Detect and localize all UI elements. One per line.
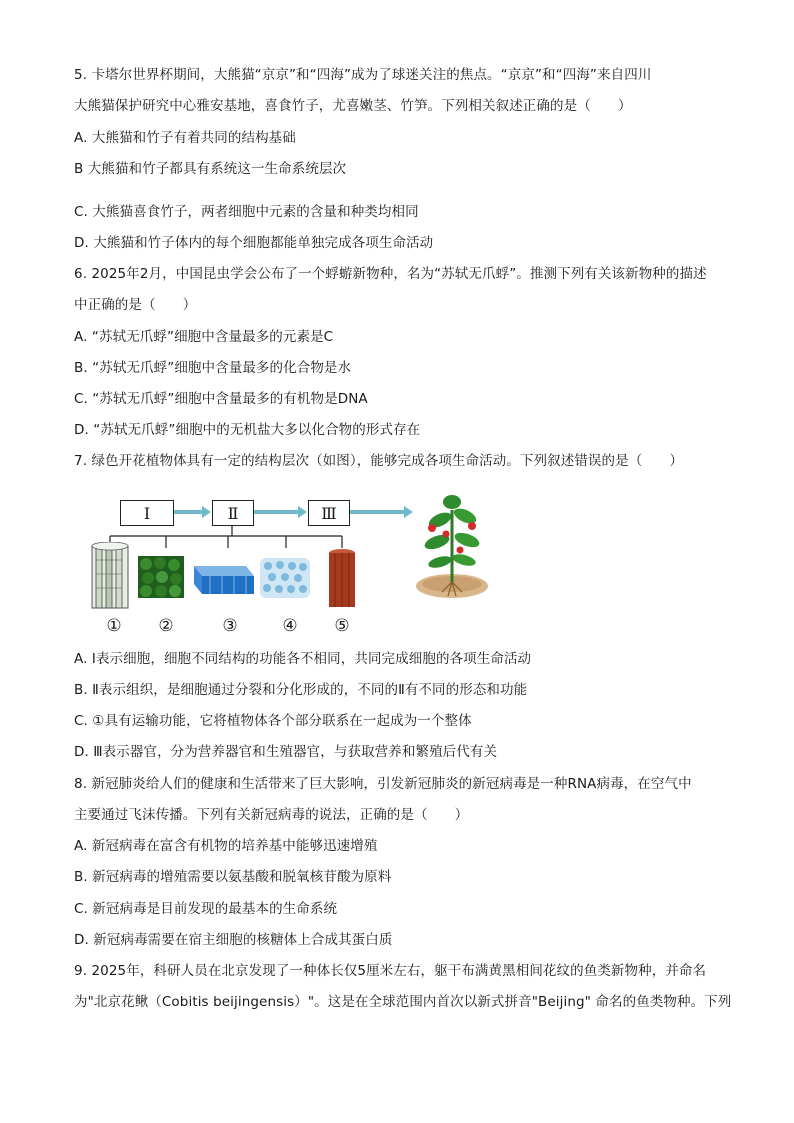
q6-option-a: A. “苏轼无爪蜉”细胞中含量最多的元素是C xyxy=(74,329,334,345)
protective-tissue-icon xyxy=(188,558,256,598)
q6-option-b: B. “苏轼无爪蜉”细胞中含量最多的化合物是水 xyxy=(74,360,352,376)
q6-stem-line2: 中正确的是（ ） xyxy=(74,297,197,313)
q8-stem-line1: 8. 新冠肺炎给人们的健康和生活带来了巨大影响，引发新冠肺炎的新冠病毒是一种RNA病毒，在空气中 xyxy=(74,776,692,792)
q8-option-a: A. 新冠病毒在富含有机物的培养基中能够迅速增殖 xyxy=(74,838,378,854)
tissue-label-3: ③ xyxy=(222,616,238,636)
q8-option-d: D. 新冠病毒需要在宿主细胞的核糖体上合成其蛋白质 xyxy=(74,932,393,948)
level-box-2: Ⅱ xyxy=(212,500,254,526)
q5-stem-line1: 5. 卡塔尔世界杯期间，大熊猫“京京”和“四海”成为了球迷关注的焦点。“京京”和“四海”来自四川 xyxy=(74,67,652,83)
q8-option-c: C. 新冠病毒是目前发现的最基本的生命系统 xyxy=(74,901,338,917)
q9-stem-line1: 9. 2025年，科研人员在北京发现了一种体长仅5厘米左右，躯干布满黄黑相间花纹的鱼类新物种，并命名 xyxy=(74,963,707,979)
q6-option-d: D. “苏轼无爪蜉”细胞中的无机盐大多以化合物的形式存在 xyxy=(74,422,421,438)
mechanical-tissue-icon xyxy=(326,548,358,610)
q5-option-c: C. 大熊猫喜食竹子，两者细胞中元素的含量和种类均相同 xyxy=(74,204,419,220)
q8-stem-line2: 主要通过飞沫传播。下列有关新冠病毒的说法，正确的是（ ） xyxy=(74,807,469,823)
q5-option-d: D. 大熊猫和竹子体内的每个细胞都能单独完成各项生命活动 xyxy=(74,235,434,251)
q9-stem-line2: 为"北京花鳅（Cobitis beijingensis）"。这是在全球范围内首次以新式拼音"Beijing" 命名的鱼类物种。下列 xyxy=(74,994,732,1010)
q7-option-c: C. ①具有运输功能，它将植物体各个部分联系在一起成为一个整体 xyxy=(74,713,472,729)
level-box-1: Ⅰ xyxy=(120,500,174,526)
q5-option-a: A. 大熊猫和竹子有着共同的结构基础 xyxy=(74,130,296,146)
tissue-label-2: ② xyxy=(158,616,174,636)
q5-option-b: B 大熊猫和竹子都具有系统这一生命系统层次 xyxy=(74,161,347,177)
level-box-3: Ⅲ xyxy=(308,500,350,526)
tissue-label-5: ⑤ xyxy=(334,616,350,636)
meristem-tissue-icon xyxy=(258,556,312,600)
parenchyma-tissue-icon xyxy=(136,554,186,600)
vascular-tissue-icon xyxy=(88,542,132,612)
tissue-label-4: ④ xyxy=(282,616,298,636)
q8-option-b: B. 新冠病毒的增殖需要以氨基酸和脱氧核苷酸为原料 xyxy=(74,869,392,885)
q6-stem-line1: 6. 2025年2月，中国昆虫学会公布了一个蜉蝣新物种，名为“苏轼无爪蜉”。推测下列有关该新物种的描述 xyxy=(74,266,707,282)
q7-option-b: B. Ⅱ表示组织，是细胞通过分裂和分化形成的，不同的Ⅱ有不同的形态和功能 xyxy=(74,682,528,698)
q7-option-a: A. Ⅰ表示细胞，细胞不同结构的功能各不相同，共同完成细胞的各项生命活动 xyxy=(74,651,532,667)
tissue-label-1: ① xyxy=(106,616,122,636)
q7-option-d: D. Ⅲ表示器官，分为营养器官和生殖器官，与获取营养和繁殖后代有关 xyxy=(74,744,498,760)
plant-icon xyxy=(412,490,492,600)
q6-option-c: C. “苏轼无爪蜉”细胞中含量最多的有机物是DNA xyxy=(74,391,368,407)
q7-stem-line1: 7. 绿色开花植物体具有一定的结构层次（如图），能够完成各项生命活动。下列叙述错误的是（ ） xyxy=(74,453,684,469)
q5-stem-line2: 大熊猫保护研究中心雅安基地，喜食竹子，尤喜嫩茎、竹笋。下列相关叙述正确的是（ ） xyxy=(74,98,632,114)
